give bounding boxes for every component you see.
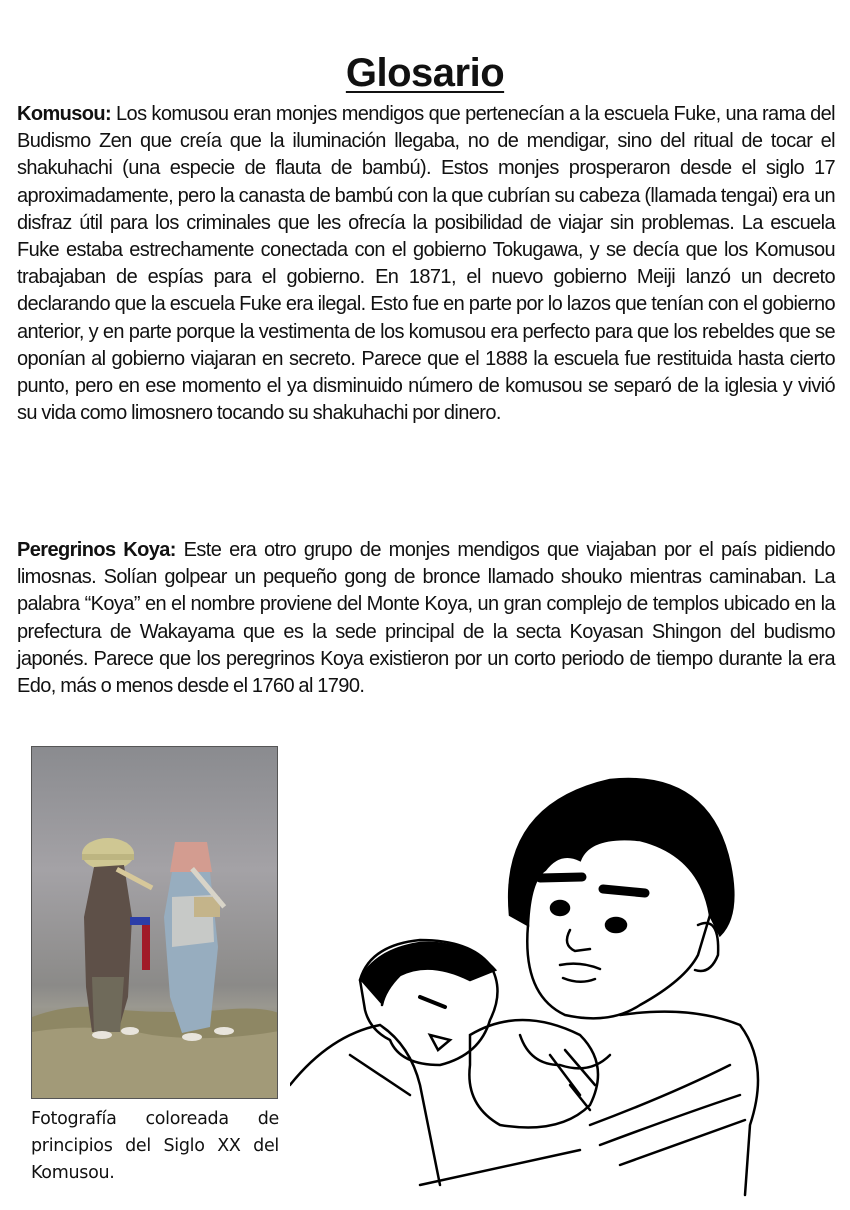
komusou-photo bbox=[31, 746, 278, 1099]
glossary-entry-peregrinos-koya bbox=[17, 537, 835, 700]
entry-term: Peregrinos Koya: bbox=[17, 539, 176, 561]
glossary-entry-komusou bbox=[17, 101, 835, 427]
entry-term: Komusou: bbox=[17, 103, 112, 125]
photo-caption: Fotografía coloreada de principios del Siglo XX del Komusou. bbox=[31, 1109, 279, 1183]
komusou-photo-illustration bbox=[32, 747, 278, 1099]
entry-text: Este era otro grupo de monjes mendigos que viajaban por el país pidiendo limosnas. Solían golpear un pequeño gong de bronce llamado shouko mientras caminaban. La palabra “Koya” en el nombre proviene del Monte Koya, un gran complejo de templos ubicado en la prefectura de Wakayama que es la sede principal de la secta Koyasan Shingon del budismo japonés. Parece que los peregrinos Koya existieron por un corto periodo de tiempo durante la era Edo, más o menos desde el 1760 al 1790. bbox=[17, 539, 836, 698]
manga-illustration bbox=[290, 765, 850, 1205]
entry-text: Los komusou eran monjes mendigos que pertenecían a la escuela Fuke, una rama del Budismo Zen que creía que la iluminación llegaba, no de mendigar, sino del ritual de tocar el shakuhachi (una especie de flauta de bambú). Estos monjes prosperaron desde el siglo 17 aproximadamente, pero la canasta de bambú con la que cubrían su cabeza (llamada tengai) era un disfraz útil para los criminales que les ofrecía la posibilidad de viajar sin problemas. La escuela Fuke estaba estrechamente conectada con el gobierno Tokugawa, y se decía que los Komusou trabajaban de espías para el gobierno. En 1871, el nuevo gobierno Meiji lanzó un decreto declarando que la escuela Fuke era ilegal. Esto fue en parte por lo lazos que tenían con el gobierno anterior, y en parte porque la vestimenta de los komusou era perfecto para que los rebeldes que se oponían al gobierno viajaran en secreto. Parece que el 1888 la escuela fue restituida hasta cierto punto, pero en ese momento el ya disminuido número de komusou se separó de la iglesia y vivió su vida como limosnero tocando su shakuhachi por dinero. bbox=[17, 103, 835, 425]
manga-children-drawing bbox=[290, 765, 850, 1205]
page-title: Glosario bbox=[345, 51, 505, 95]
